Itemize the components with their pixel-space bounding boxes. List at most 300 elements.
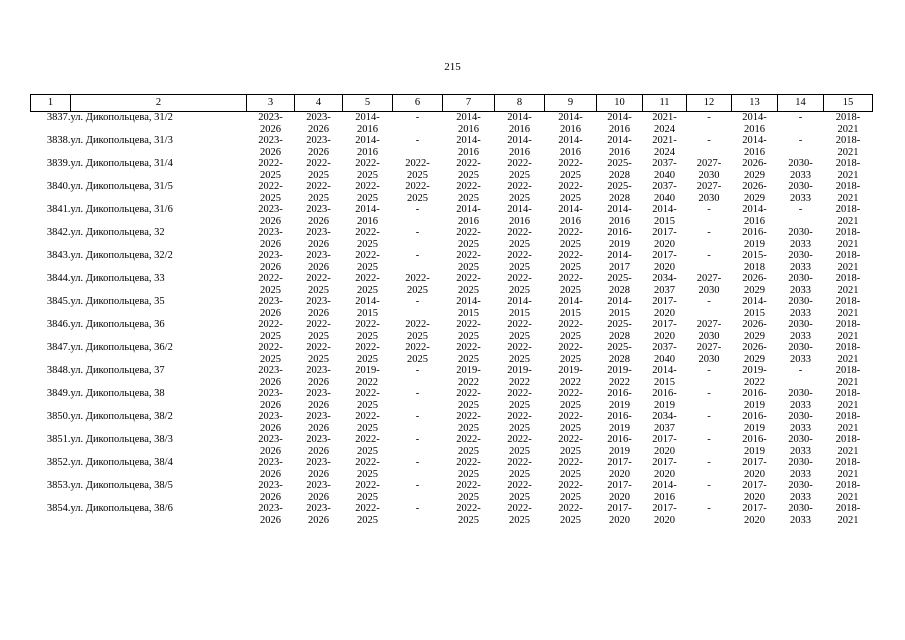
period-cell: 2017- 2020 <box>652 227 677 250</box>
address-cell: ул. Дикопольцева, 36 <box>70 319 165 330</box>
column-header: 10 <box>597 95 643 112</box>
period-cell: - <box>415 296 420 307</box>
period-cell: 2030- 2033 <box>788 503 813 526</box>
period-cell: 2018- 2021 <box>835 296 861 319</box>
period-cell: 2023- 2026 <box>306 480 331 503</box>
period-cell: 2018- 2021 <box>835 319 861 342</box>
period-cell: 2016- 2019 <box>607 434 632 457</box>
period-cell: 2022- 2025 <box>258 342 283 365</box>
period-cell: 2022- 2025 <box>507 181 532 204</box>
period-cell: 2023- 2026 <box>258 388 283 411</box>
period-cell: - <box>415 204 420 215</box>
period-cell: 2030- 2033 <box>788 480 813 503</box>
period-cell: 2018- 2021 <box>835 158 861 181</box>
period-cell: 2030- 2033 <box>788 411 813 434</box>
address-cell: ул. Дикопольцева, 38 <box>70 388 165 399</box>
period-cell: 2022- 2025 <box>258 181 283 204</box>
period-cell: 2014- 2016 <box>607 135 632 158</box>
table-row <box>31 457 873 480</box>
period-cell: 2023- 2026 <box>306 296 331 319</box>
period-cell: 2022- 2025 <box>306 319 331 342</box>
period-cell: 2022- 2025 <box>405 181 430 204</box>
period-cell: - <box>707 112 711 123</box>
period-cell: - <box>798 112 803 123</box>
period-cell: 2037- 2040 <box>652 181 677 204</box>
address-cell: ул. Дикопольцева, 31/4 <box>70 158 173 169</box>
period-cell: 2018- 2021 <box>835 227 861 250</box>
period-cell: 2019- 2022 <box>607 365 632 388</box>
period-cell: - <box>798 135 803 146</box>
address-cell: ул. Дикопольцева, 38/4 <box>70 457 173 468</box>
period-cell: 2016- 2019 <box>607 227 632 250</box>
period-cell: 2014- 2016 <box>507 112 532 135</box>
period-cell: 2023- 2026 <box>258 135 283 158</box>
period-cell: 2034- 2037 <box>652 411 677 434</box>
period-cell: 2014- 2016 <box>355 112 380 135</box>
period-cell: 2030- 2033 <box>788 457 813 480</box>
period-cell: 2014- 2016 <box>456 135 481 158</box>
period-cell: 2022- 2025 <box>456 181 481 204</box>
period-cell: 2014- 2016 <box>507 135 532 158</box>
table-row <box>31 319 873 342</box>
row-number: 3838. <box>46 135 71 146</box>
period-cell: 2017- 2020 <box>742 503 767 526</box>
column-header: 13 <box>732 95 778 112</box>
period-cell: 2019- 2022 <box>456 365 481 388</box>
period-cell: 2022- 2025 <box>456 158 481 181</box>
period-cell: 2022- 2025 <box>258 319 283 342</box>
period-cell: 2022- 2025 <box>355 457 380 480</box>
period-cell: 2023- 2026 <box>258 204 283 227</box>
period-cell: 2014- 2015 <box>507 296 532 319</box>
period-cell: 2022- 2025 <box>355 273 380 296</box>
period-cell: - <box>415 135 420 146</box>
period-cell: 2014- 2016 <box>355 204 380 227</box>
period-cell: 2017- 2020 <box>607 480 632 503</box>
page-number: 215 <box>444 61 461 73</box>
period-cell: 2018- 2021 <box>835 388 861 411</box>
period-cell: 2014- 2017 <box>607 250 632 273</box>
period-cell: 2016- 2019 <box>742 411 767 434</box>
period-cell: 2022- 2025 <box>507 503 532 526</box>
period-cell: - <box>707 388 711 399</box>
period-cell: 2022- 2025 <box>355 411 380 434</box>
period-cell: 2022- 2025 <box>507 388 532 411</box>
period-cell: 2017- 2020 <box>652 457 677 480</box>
table-row <box>31 204 873 227</box>
period-cell: 2019- 2022 <box>507 365 532 388</box>
table-row <box>31 135 873 158</box>
period-cell: 2030- 2033 <box>788 319 813 342</box>
period-cell: 2023- 2026 <box>306 388 331 411</box>
period-cell: 2023- 2026 <box>306 503 331 526</box>
column-header: 14 <box>778 95 824 112</box>
period-cell: 2022- 2025 <box>306 273 331 296</box>
period-cell: 2022- 2025 <box>456 227 481 250</box>
period-cell: 2030- 2033 <box>788 434 813 457</box>
table-row <box>31 365 873 388</box>
period-cell: 2022- 2025 <box>558 480 583 503</box>
period-cell: 2015- 2018 <box>742 250 767 273</box>
period-cell: 2017- 2020 <box>652 250 677 273</box>
period-cell: - <box>707 135 711 146</box>
column-header: 15 <box>824 95 873 112</box>
table-row <box>31 411 873 434</box>
period-cell: 2018- 2021 <box>835 434 861 457</box>
period-cell: - <box>707 365 711 376</box>
period-cell: - <box>707 480 711 491</box>
period-cell: - <box>415 112 420 123</box>
row-number: 3851. <box>46 434 71 445</box>
period-cell: 2022- 2025 <box>456 273 481 296</box>
period-cell: 2016- 2019 <box>742 434 767 457</box>
period-cell: - <box>415 250 420 261</box>
period-cell: 2019- 2022 <box>355 365 380 388</box>
table-row <box>31 296 873 319</box>
period-cell: 2022- 2025 <box>558 273 583 296</box>
address-cell: ул. Дикопольцева, 38/6 <box>70 503 173 514</box>
period-cell: 2016- 2019 <box>607 388 632 411</box>
period-cell: - <box>415 388 420 399</box>
period-cell: 2022- 2025 <box>558 411 583 434</box>
period-cell: 2022- 2025 <box>507 227 532 250</box>
period-cell: 2023- 2026 <box>258 480 283 503</box>
period-cell: 2014- 2016 <box>355 135 380 158</box>
period-cell: 2022- 2025 <box>355 503 380 526</box>
row-number: 3839. <box>46 158 71 169</box>
column-header: 1 <box>31 95 71 112</box>
period-cell: 2026- 2029 <box>742 181 767 204</box>
period-cell: 2017- 2020 <box>652 434 677 457</box>
period-cell: 2037- 2040 <box>652 158 677 181</box>
row-number: 3840. <box>46 181 71 192</box>
column-header: 5 <box>343 95 393 112</box>
period-cell: 2022- 2025 <box>558 434 583 457</box>
period-cell: - <box>798 204 803 215</box>
row-number: 3845. <box>46 296 71 307</box>
period-cell: 2026- 2029 <box>742 158 767 181</box>
period-cell: 2023- 2026 <box>306 434 331 457</box>
table-row <box>31 503 873 526</box>
period-cell: 2022- 2025 <box>456 388 481 411</box>
period-cell: 2018- 2021 <box>835 411 861 434</box>
period-cell: 2018- 2021 <box>835 503 861 526</box>
period-cell: 2030- 2033 <box>788 296 813 319</box>
period-cell: 2017- 2020 <box>652 296 677 319</box>
period-cell: 2017- 2020 <box>652 319 677 342</box>
address-cell: ул. Дикопольцева, 31/2 <box>70 112 173 123</box>
period-cell: - <box>415 457 420 468</box>
period-cell: 2022- 2025 <box>355 480 380 503</box>
period-cell: - <box>707 250 711 261</box>
period-cell: 2023- 2026 <box>258 227 283 250</box>
period-cell: 2027- 2030 <box>696 181 722 204</box>
period-cell: 2014- 2016 <box>558 112 583 135</box>
period-cell: 2023- 2026 <box>306 411 331 434</box>
period-cell: 2022- 2025 <box>355 250 380 273</box>
period-cell: 2018- 2021 <box>835 250 861 273</box>
table-row <box>31 480 873 503</box>
table-body <box>31 112 873 527</box>
period-cell: 2022- 2025 <box>456 319 481 342</box>
period-cell: 2022- 2025 <box>507 457 532 480</box>
period-cell: 2023- 2026 <box>306 112 331 135</box>
period-cell: 2025- 2028 <box>607 319 632 342</box>
period-cell: 2026- 2029 <box>742 273 767 296</box>
row-number: 3854. <box>46 503 71 514</box>
period-cell: 2017- 2020 <box>607 503 632 526</box>
period-cell: 2022- 2025 <box>456 457 481 480</box>
period-cell: 2027- 2030 <box>696 273 722 296</box>
period-cell: 2022- 2025 <box>306 181 331 204</box>
address-cell: ул. Дикопольцева, 37 <box>70 365 165 376</box>
period-cell: 2023- 2026 <box>306 250 331 273</box>
period-cell: 2018- 2021 <box>835 342 861 365</box>
period-cell: 2022- 2025 <box>355 434 380 457</box>
period-cell: 2016- 2019 <box>742 227 767 250</box>
period-cell: 2023- 2026 <box>258 296 283 319</box>
row-number: 3842. <box>46 227 71 238</box>
table-row <box>31 112 873 136</box>
period-cell: - <box>707 227 711 238</box>
address-cell: ул. Дикопольцева, 31/5 <box>70 181 173 192</box>
address-cell: ул. Дикопольцева, 32 <box>70 227 165 238</box>
period-cell: 2023- 2026 <box>306 227 331 250</box>
table-row <box>31 158 873 181</box>
table-row <box>31 434 873 457</box>
period-cell: 2018- 2021 <box>835 204 861 227</box>
column-header: 9 <box>545 95 597 112</box>
period-cell: 2022- 2025 <box>558 181 583 204</box>
period-cell: 2025- 2028 <box>607 158 632 181</box>
period-cell: 2037- 2040 <box>652 342 677 365</box>
period-cell: 2030- 2033 <box>788 158 813 181</box>
period-cell: 2022- 2025 <box>558 158 583 181</box>
period-cell: - <box>707 434 711 445</box>
period-cell: 2023- 2026 <box>258 112 283 135</box>
period-cell: - <box>707 296 711 307</box>
period-cell: 2022- 2025 <box>507 480 532 503</box>
period-cell: 2016- 2019 <box>742 388 767 411</box>
period-cell: - <box>707 457 711 468</box>
period-cell: 2022- 2025 <box>355 158 380 181</box>
period-cell: 2019- 2022 <box>742 365 767 388</box>
period-cell: 2018- 2021 <box>835 365 861 388</box>
period-cell: 2022- 2025 <box>558 342 583 365</box>
column-header: 8 <box>495 95 545 112</box>
column-header: 4 <box>295 95 343 112</box>
period-cell: 2016- 2019 <box>652 388 677 411</box>
table-row <box>31 250 873 273</box>
period-cell: 2030- 2033 <box>788 181 813 204</box>
period-cell: 2022- 2025 <box>558 250 583 273</box>
period-cell: 2022- 2025 <box>355 227 380 250</box>
period-cell: 2022- 2025 <box>558 388 583 411</box>
period-cell: - <box>415 365 420 376</box>
period-cell: 2022- 2025 <box>456 503 481 526</box>
period-cell: 2023- 2026 <box>306 365 331 388</box>
header-row <box>31 95 873 112</box>
address-cell: ул. Дикопольцева, 31/3 <box>70 135 173 146</box>
period-cell: 2023- 2026 <box>306 204 331 227</box>
period-cell: 2030- 2033 <box>788 342 813 365</box>
address-cell: ул. Дикопольцева, 32/2 <box>70 250 173 261</box>
period-cell: 2022- 2025 <box>405 158 430 181</box>
period-cell: 2014- 2016 <box>456 204 481 227</box>
period-cell: 2023- 2026 <box>258 411 283 434</box>
period-cell: 2022- 2025 <box>355 342 380 365</box>
period-cell: 2022- 2025 <box>456 434 481 457</box>
address-cell: ул. Дикопольцева, 36/2 <box>70 342 173 353</box>
row-number: 3846. <box>46 319 71 330</box>
period-cell: 2014- 2016 <box>607 204 632 227</box>
period-cell: 2023- 2026 <box>258 434 283 457</box>
period-cell: 2022- 2025 <box>456 411 481 434</box>
period-cell: 2021- 2024 <box>652 112 677 135</box>
period-cell: 2022- 2025 <box>507 411 532 434</box>
column-header: 6 <box>393 95 443 112</box>
period-cell: 2018- 2021 <box>835 480 861 503</box>
period-cell: - <box>707 411 711 422</box>
period-cell: - <box>415 480 420 491</box>
address-cell: ул. Дикопольцева, 33 <box>70 273 165 284</box>
period-cell: 2014- 2016 <box>652 480 677 503</box>
row-number: 3852. <box>46 457 71 468</box>
table-row <box>31 181 873 204</box>
schedule-table <box>30 94 873 526</box>
period-cell: - <box>415 434 420 445</box>
period-cell: 2022- 2025 <box>558 503 583 526</box>
period-cell: 2027- 2030 <box>696 342 722 365</box>
period-cell: 2022- 2025 <box>456 342 481 365</box>
row-number: 3848. <box>46 365 71 376</box>
period-cell: 2022- 2025 <box>258 273 283 296</box>
table-row <box>31 388 873 411</box>
period-cell: 2022- 2025 <box>507 434 532 457</box>
period-cell: 2014- 2016 <box>456 112 481 135</box>
period-cell: 2022- 2025 <box>355 388 380 411</box>
period-cell: 2034- 2037 <box>652 273 677 296</box>
column-header: 7 <box>443 95 495 112</box>
period-cell: 2022- 2025 <box>558 227 583 250</box>
period-cell: 2018- 2021 <box>835 135 861 158</box>
period-cell: 2022- 2025 <box>405 342 430 365</box>
column-header: 3 <box>247 95 295 112</box>
period-cell: 2030- 2033 <box>788 273 813 296</box>
period-cell: 2021- 2024 <box>652 135 677 158</box>
period-cell: 2022- 2025 <box>405 319 430 342</box>
period-cell: 2014- 2016 <box>742 204 767 227</box>
period-cell: 2022- 2025 <box>355 319 380 342</box>
period-cell: 2014- 2016 <box>507 204 532 227</box>
row-number: 3843. <box>46 250 71 261</box>
period-cell: 2022- 2025 <box>558 319 583 342</box>
period-cell: 2027- 2030 <box>696 158 722 181</box>
period-cell: 2022- 2025 <box>507 250 532 273</box>
period-cell: 2026- 2029 <box>742 319 767 342</box>
period-cell: - <box>415 503 420 514</box>
period-cell: 2022- 2025 <box>405 273 430 296</box>
period-cell: 2019- 2022 <box>558 365 583 388</box>
address-cell: ул. Дикопольцева, 38/3 <box>70 434 173 445</box>
period-cell: 2018- 2021 <box>835 181 861 204</box>
period-cell: 2025- 2028 <box>607 342 632 365</box>
column-header: 12 <box>687 95 732 112</box>
period-cell: 2014- 2015 <box>652 204 677 227</box>
period-cell: 2022- 2025 <box>507 342 532 365</box>
period-cell: 2014- 2015 <box>607 296 632 319</box>
period-cell: 2022- 2025 <box>306 158 331 181</box>
period-cell: 2022- 2025 <box>507 273 532 296</box>
period-cell: 2014- 2016 <box>607 112 632 135</box>
period-cell: 2030- 2033 <box>788 227 813 250</box>
period-cell: 2016- 2019 <box>607 411 632 434</box>
period-cell: 2022- 2025 <box>507 158 532 181</box>
period-cell: 2017- 2020 <box>607 457 632 480</box>
column-header: 11 <box>643 95 687 112</box>
row-number: 3841. <box>46 204 71 215</box>
period-cell: 2014- 2015 <box>652 365 677 388</box>
period-cell: 2022- 2025 <box>558 457 583 480</box>
period-cell: 2023- 2026 <box>258 250 283 273</box>
period-cell: 2014- 2015 <box>355 296 380 319</box>
row-number: 3847. <box>46 342 71 353</box>
table-row <box>31 342 873 365</box>
period-cell: 2014- 2015 <box>742 296 767 319</box>
column-header: 2 <box>71 95 247 112</box>
address-cell: ул. Дикопольцева, 35 <box>70 296 165 307</box>
period-cell: - <box>415 227 420 238</box>
table-row <box>31 273 873 296</box>
address-cell: ул. Дикопольцева, 31/6 <box>70 204 173 215</box>
period-cell: 2030- 2033 <box>788 250 813 273</box>
address-cell: ул. Дикопольцева, 38/5 <box>70 480 173 491</box>
period-cell: 2023- 2026 <box>258 365 283 388</box>
period-cell: 2025- 2028 <box>607 181 632 204</box>
period-cell: - <box>798 365 803 376</box>
period-cell: 2014- 2016 <box>742 112 767 135</box>
period-cell: 2026- 2029 <box>742 342 767 365</box>
period-cell: - <box>707 503 711 514</box>
period-cell: 2018- 2021 <box>835 457 861 480</box>
table-row <box>31 227 873 250</box>
period-cell: 2022- 2025 <box>507 319 532 342</box>
period-cell: - <box>707 204 711 215</box>
period-cell: 2023- 2026 <box>258 503 283 526</box>
period-cell: 2030- 2033 <box>788 388 813 411</box>
period-cell: 2014- 2015 <box>456 296 481 319</box>
period-cell: 2022- 2025 <box>456 250 481 273</box>
period-cell: 2017- 2020 <box>742 457 767 480</box>
period-cell: - <box>415 411 420 422</box>
period-cell: 2023- 2026 <box>258 457 283 480</box>
row-number: 3850. <box>46 411 71 422</box>
period-cell: 2018- 2021 <box>835 273 861 296</box>
row-number: 3853. <box>46 480 71 491</box>
period-cell: 2014- 2016 <box>742 135 767 158</box>
period-cell: 2014- 2016 <box>558 135 583 158</box>
period-cell: 2025- 2028 <box>607 273 632 296</box>
period-cell: 2023- 2026 <box>306 457 331 480</box>
period-cell: 2022- 2025 <box>306 342 331 365</box>
period-cell: 2022- 2025 <box>355 181 380 204</box>
period-cell: 2018- 2021 <box>835 112 861 135</box>
period-cell: 2014- 2016 <box>558 204 583 227</box>
period-cell: 2022- 2025 <box>456 480 481 503</box>
period-cell: 2023- 2026 <box>306 135 331 158</box>
period-cell: 2027- 2030 <box>696 319 722 342</box>
period-cell: 2017- 2020 <box>742 480 767 503</box>
